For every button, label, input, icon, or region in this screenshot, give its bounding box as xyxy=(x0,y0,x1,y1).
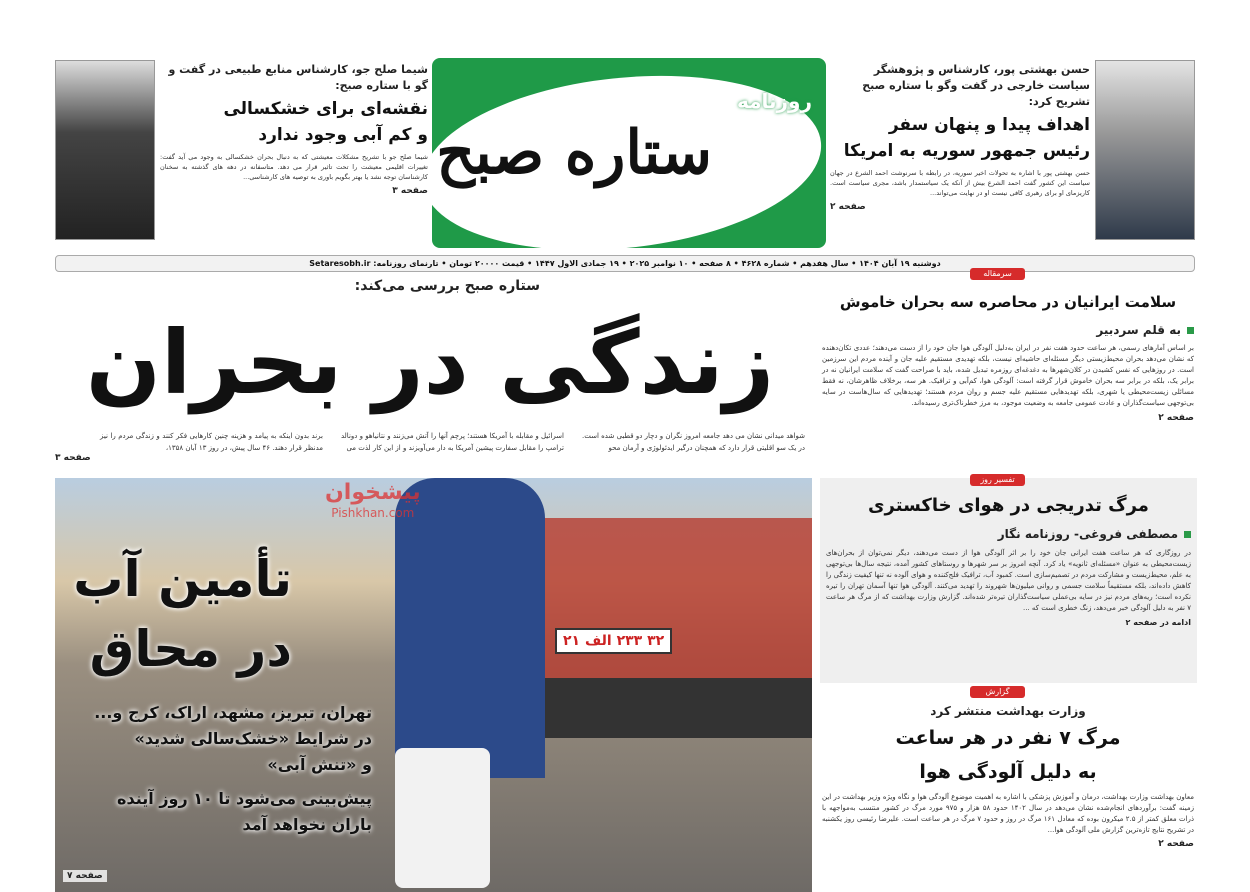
masthead-label: روزنامه xyxy=(737,89,812,113)
photo-title-1: تأمین آب xyxy=(73,550,292,608)
photo-title-2: در محاق xyxy=(89,620,292,678)
photo-line: در شرایط «خشک‌سالی شدید» xyxy=(134,729,372,748)
editorial xyxy=(822,288,1194,424)
editorial-byline: به قلم سردبیر xyxy=(822,320,1194,340)
body-text: حسن بهشتی پور با اشاره به تحولات اخیر سوریه، در رابطه با سرنوشت احمد الشرع در جهان سیاست این کشور گفت احمد الشرع بیش از آنکه یک سیاستمدار باشد، مجری سیاست است. کاریزمای او برای رهبری کافی نیست او در نهایت می‌تواند... xyxy=(830,169,1090,197)
commentary-page-ref[interactable]: ادامه در صفحه ۲ xyxy=(1125,618,1191,627)
headline-line-1[interactable]: اهداف پیدا و پنهان سفر xyxy=(888,115,1090,135)
report-body: معاون بهداشت وزارت بهداشت، درمان و آموزش پزشکی با اشاره به اهمیت موضوع آلودگی هوا و نگاه ویژه وزیر بهداشت در این زمینه گفت: برآوردهای انجام‌شده نشان می‌دهد در سال ۱۴۰۲ حدود ۵۸ هزار و ۹۷۵ مورد مرگ در کشور منتسب به‌مواجهه با ذرات معلق کمتر از ۲.۵ میکرون بوده که معادل ۱۶۱ مرگ در روز و حدود ۷ مرگ در هر ساعت است. علیرضا رئیسی روز یکشنبه در تشریح نتایج تازه‌ترین گزارش ملی آلودگی هوا... xyxy=(822,793,1194,834)
tag-report: گزارش xyxy=(970,686,1025,698)
bullet-icon xyxy=(1187,327,1194,334)
headline-line-1[interactable]: نقشه‌ای برای خشکسالی xyxy=(223,99,428,119)
commentary-headline[interactable]: مرگ تدریجی در هوای خاکستری xyxy=(868,495,1149,516)
tag-editorial: سرمقاله xyxy=(970,268,1025,280)
main-photo xyxy=(55,478,812,892)
column-2: اسرائیل و مقابله با آمریکا هستند؛ پرچم آنها را آتش می‌زنند و نتانیاهو و دونالد ترامپ را مقابل سفارت پیشین آمریکا به دار می‌آویزند و از این کار لذت می xyxy=(341,432,564,452)
report-headline-1[interactable]: مرگ ۷ نفر در هر ساعت xyxy=(895,727,1121,749)
info-bar: دوشنبه ۱۹ آبان ۱۴۰۴ • سال هفدهم • شماره ۴۶۲۸ • ۸ صفحه • ۱۰ نوامبر ۲۰۲۵ • ۱۹ جمادی الاول ۱۴۴۷ • قیمت ۲۰۰۰۰ تومان • تارنمای روزنامه: Setaresobh.ir xyxy=(55,255,1195,272)
commentary-byline: مصطفی فروغی- روزنامه نگار xyxy=(826,524,1191,544)
main-headline[interactable]: زندگی در بحران xyxy=(85,311,775,414)
main-page-ref[interactable]: صفحه ۳ xyxy=(55,453,91,463)
headline-line-2[interactable]: و کم آبی وجود ندارد xyxy=(258,125,428,145)
headline-line-2[interactable]: رئیس جمهور سوریه به امریکا xyxy=(843,141,1090,161)
portrait-photo-right xyxy=(1095,60,1195,240)
bullet-icon xyxy=(1184,531,1191,538)
page-ref[interactable]: صفحه ۳ xyxy=(392,186,428,196)
license-plate: ۳۲ ۲۳۳ الف ۲۱ xyxy=(555,628,672,654)
body-text: شیما صلح جو با تشریح مشکلات معیشتی که به دنبال بحران خشکسالی به وجود می آید گفت: تغییرات اقلیمی معیشت را تحت تاثیر قرار می دهد. متاسفانه در دهه های گذشته به سخنان کارشناسان توجه نشد یا بهتر بگویم باوری به توصیه های کارشناسی... xyxy=(160,153,428,181)
photo-lines xyxy=(62,700,372,838)
report-page-ref[interactable]: صفحه ۲ xyxy=(1158,839,1194,849)
main-kicker: ستاره صبح بررسی می‌کند: xyxy=(354,278,540,294)
editorial-body: بر اساس آمارهای رسمی، هر ساعت حدود هفت نفر در ایران به‌دلیل آلودگی هوا جان خود را از دست می‌دهند؛ عددی تکان‌دهنده که نشان می‌دهد بحران محیط‌زیستی دیگر مسئله‌ای حاشیه‌ای نیست، بلکه تهدیدی مستقیم علیه جان و آینده مردم این سرزمین است. در روزهایی که نفس کشیدن در کلان‌شهرها به دغدغه‌ای روزمره تبدیل شده، باید با صراحت گفت که سلامت ایرانیان نه در برابر یک، بلکه در برابر سه بحران خاموش قرار گرفته است: آلودگی هوا، کم‌آبی و ترافیک. هر سه، برخلاف ظاهرشان، نه فقط مسائلی زیست‌محیطی یا شهری، بلکه تهدیدهایی مستقیم علیه جسم و روان مردم هستند؛ تهدیدهایی که سال‌هاست در سایه بی‌توجهی سیاست‌گذاران و عادت عمومی جامعه به وضعیت موجود، به مرز خطرناک‌تری رسیده‌اند. xyxy=(822,344,1194,407)
report-headline-2[interactable]: به دلیل آلودگی هوا xyxy=(919,761,1097,783)
commentary-body: در روزگاری که هر ساعت هفت ایرانی جان خود را بر اثر آلودگی هوا از دست می‌دهند، دیگر نمی‌توان از بحران‌های زیست‌محیطی به عنوان «مسئله‌ای ثانویه» یاد کرد. آنچه امروز بر سر شهرها و روستاهای کشور آمده، نتیجه سال‌ها بی‌توجهی به علم، محیط‌زیست و مشارکت مردم در تصمیم‌سازی است. کمبود آب، ترافیک فلج‌کننده و هوای آلوده نه تنها کیفیت زندگی را کاهش داده‌اند، بلکه مستقیماً سلامت جسمی و روانی میلیون‌ها شهروند را تهدید می‌کنند. آلودگی هوا تنها آسمان تهران را تیره نکرده است؛ ریه‌های مردم نیز در سایه بی‌عملی سیاست‌گذاران تیره‌تر شده‌اند. گزارش وزارت بهداشت که از مرگ هر ساعت ۷ نفر به دلیل آلودگی خبر می‌دهد، زنگ خطری است که ... xyxy=(826,549,1191,612)
report-kicker: وزارت بهداشت منتشر کرد xyxy=(930,704,1086,718)
masthead xyxy=(432,58,826,248)
column-3: برند بدون اینکه به پیامد و هزینه چنین کارهایی فکر کنند و زندگی مردم را نیز مدنظر قرار دهند. ۴۶ سال پیش، در روز ۱۳ آبان ۱۳۵۸، xyxy=(100,432,323,452)
page-ref[interactable]: صفحه ۲ xyxy=(830,202,866,212)
photo-line: تهران، تبریز، مشهد، اراک، کرج و... xyxy=(94,703,372,722)
photo-forecast: باران نخواهد آمد xyxy=(242,815,372,834)
kicker: حسن بهشتی پور، کارشناس و پژوهشگر سیاست خارجی در گفت وگو با ستاره صبح تشریح کرد: xyxy=(862,63,1090,108)
watermark: پیشخوان Pishkhan.com xyxy=(325,480,421,520)
photo-page-ref[interactable]: صفحه ۷ xyxy=(63,870,107,882)
report xyxy=(822,701,1194,850)
editorial-headline[interactable]: سلامت ایرانیان در محاصره سه بحران خاموش xyxy=(839,293,1177,311)
top-right-story xyxy=(830,62,1090,213)
tag-commentary: تفسیر روز xyxy=(970,474,1025,486)
portrait-photo-left xyxy=(55,60,155,240)
photo-line: و «تنش آبی» xyxy=(267,755,372,774)
kicker: شیما صلح جو، کارشناس منابع طبیعی در گفت و گو با ستاره صبح: xyxy=(168,63,428,92)
masthead-name: ستاره صبح xyxy=(436,118,712,188)
photo-forecast: پیش‌بینی می‌شود تا ۱۰ روز آینده xyxy=(117,789,372,808)
editorial-page-ref[interactable]: صفحه ۲ xyxy=(1158,413,1194,423)
column-1: شواهد میدانی نشان می دهد جامعه امروز نگران و دچار دو قطبی شده است. در یک سو اقلیتی قرار دارد که همچنان درگیر ایدئولوژی و آرمان محو xyxy=(582,432,805,452)
main-columns xyxy=(100,430,805,454)
commentary xyxy=(826,490,1191,629)
top-left-story xyxy=(160,62,428,197)
